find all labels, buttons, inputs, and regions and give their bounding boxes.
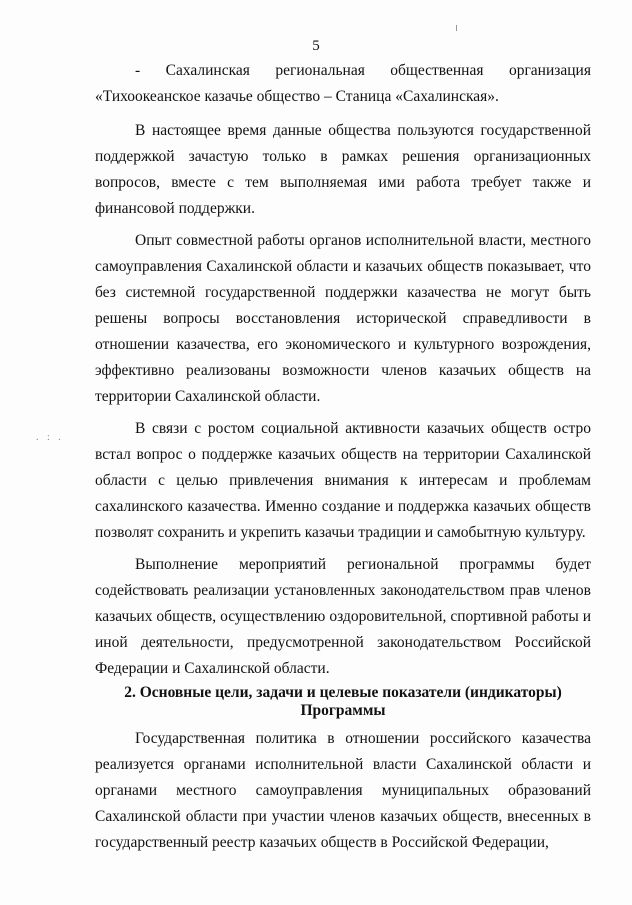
paragraph: Выполнение мероприятий региональной программы будет содействовать реализации установленных законодательством прав членов казачьих обществ, осуществлению оздоровительной, спортивной работы и иной деятельности, предусмотренной законодательством Российской Федерации и Сахалинской области. (95, 556, 591, 677)
paragraph: В связи с ростом социальной активности казачьих обществ остро встал вопрос о поддержке казачьих обществ на территории Сахалинской области с целью привлечения внимания к интересам и проблемам сахалинского казачества. Именно создание и поддержка казачьих обществ позволят сохранить и укрепить казачьи традиции и самобытную культуру. (95, 420, 591, 541)
section-heading-line2: Программы (300, 702, 386, 719)
section-heading (95, 684, 591, 720)
margin-scan-dots: . : . (36, 432, 64, 443)
list-word: региональная (275, 62, 365, 79)
paragraph: Опыт совместной работы органов исполнительной власти, местного самоуправления Сахалинской области и казачьих обществ показывает, что без системной государственной поддержки казачества не могут быть решены вопросы восстановления исторической справедливости в отношении казачества, его экономического и культурного возрождения, эффективно реализованы возможности членов казачьих обществ на территории Сахалинской области. (95, 232, 591, 405)
scan-mark (456, 25, 457, 31)
list-word: общественная (390, 62, 484, 79)
list-item-continuation: «Тихоокеанское казачье общество – Станица «Сахалинская». (95, 88, 499, 105)
list-dash: - (135, 62, 141, 79)
list-item-first-line (95, 58, 591, 84)
paragraph: В настоящее время данные общества пользуются государственной поддержкой зачастую только в рамках решения организационных вопросов, вместе с тем выполняемая ими работа требует также и финансовой поддержки. (95, 122, 591, 217)
list-word: Сахалинская (165, 62, 250, 79)
section-heading-line1: 2. Основные цели, задачи и целевые показатели (индикаторы) (124, 684, 562, 701)
document-body (95, 58, 591, 856)
list-word: организация (508, 62, 591, 79)
paragraph: Государственная политика в отношении российского казачества реализуется органами исполнительной власти Сахалинской области и органами местного самоуправления муниципальных образований Сахалинской области при участии членов казачьих обществ, внесенных в государственный реестр казачьих обществ в Российской Федерации, (95, 730, 591, 851)
page-number: 5 (312, 38, 320, 54)
